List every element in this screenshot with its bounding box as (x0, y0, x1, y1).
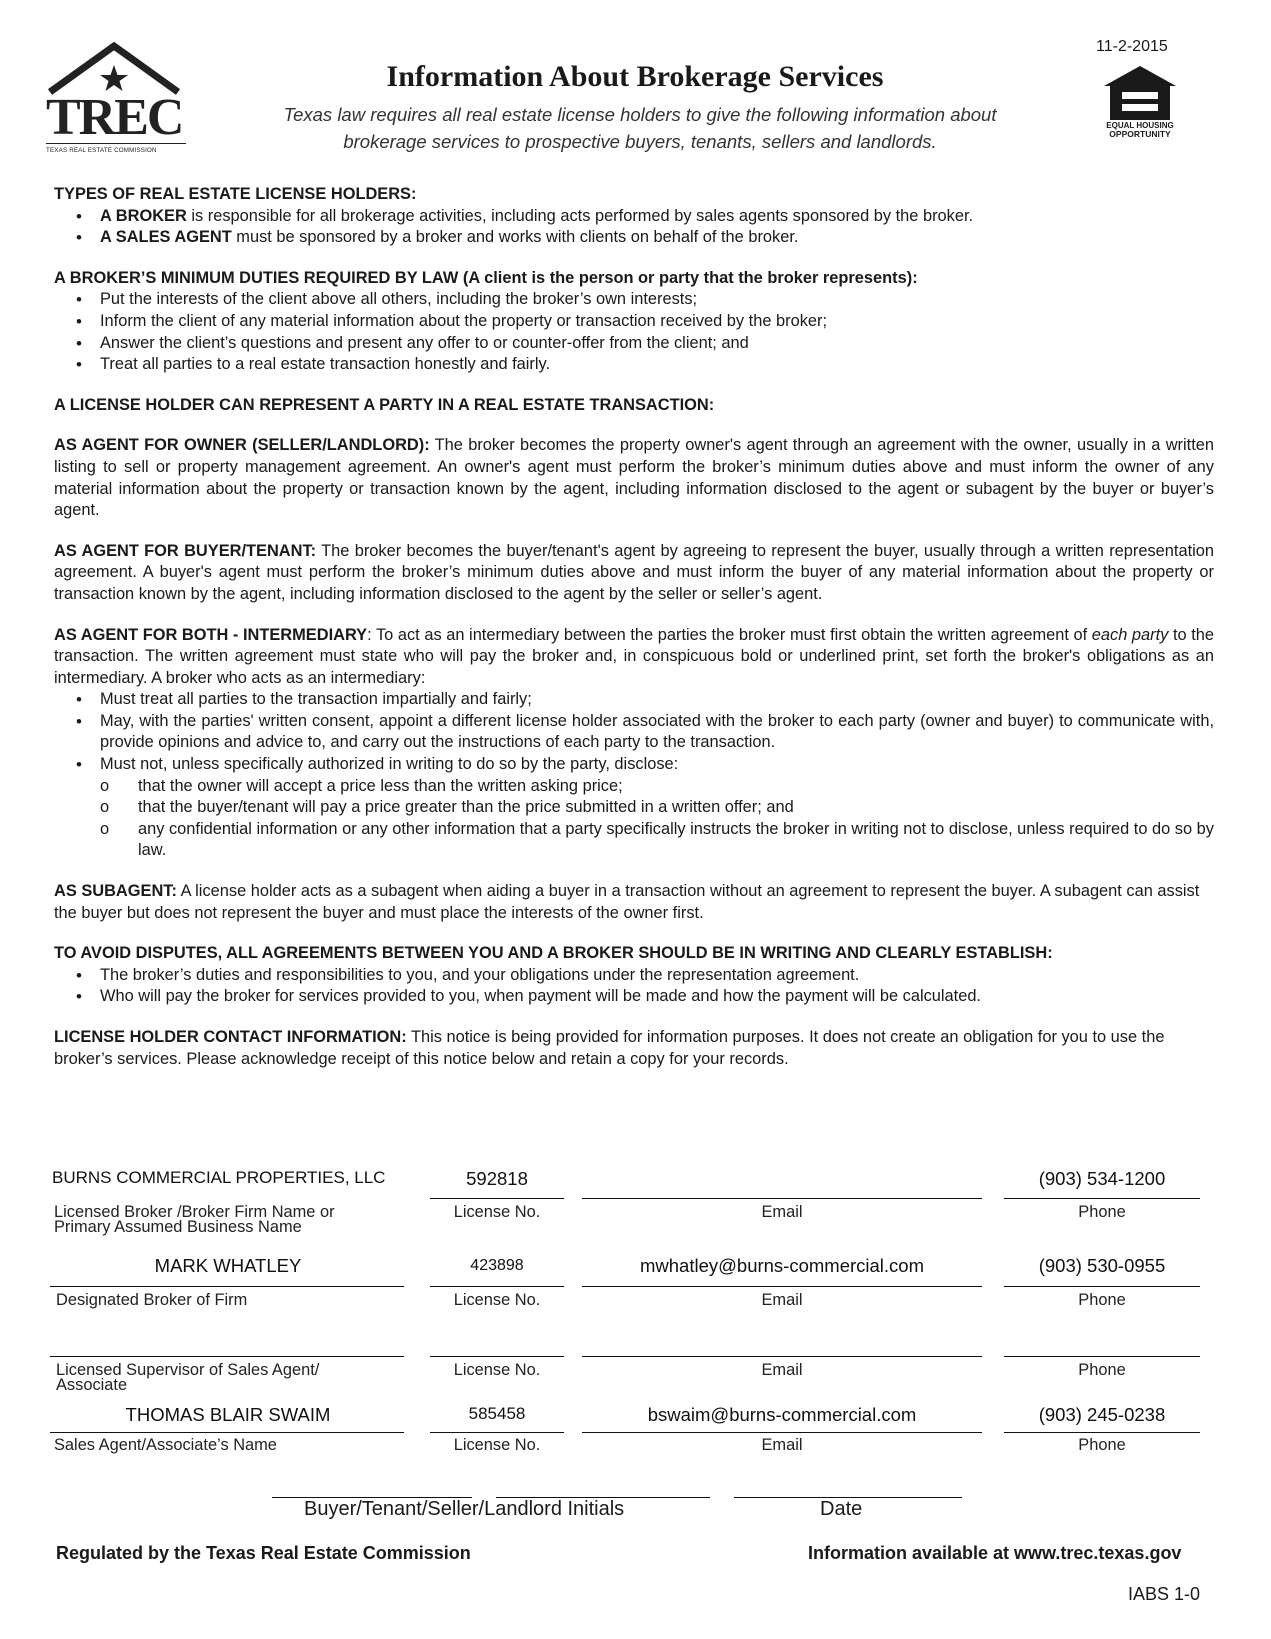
supervisor-name-label-1: Licensed Supervisor of Sales Agent/ (56, 1361, 320, 1379)
list-item: • Treat all parties to a real estate transaction honestly and fairly. (100, 354, 1214, 376)
document-body (54, 184, 1214, 1070)
associate-email-field[interactable]: bswaim@burns-commercial.com (647, 1404, 917, 1425)
disputes-list (54, 965, 1214, 1008)
firm-name-field[interactable]: BURNS COMMERCIAL PROPERTIES, LLC (52, 1168, 386, 1187)
list-item: • Who will pay the broker for services provided to you, when payment will be made and how the payment will be calculated. (100, 986, 1214, 1008)
represent-heading: A LICENSE HOLDER CAN REPRESENT A PARTY IN A REAL ESTATE TRANSACTION: (54, 395, 715, 414)
date-label: Date (820, 1498, 863, 1520)
signature-line (50, 1432, 404, 1433)
signature-line (430, 1198, 564, 1199)
email-label: Email (761, 1291, 803, 1309)
associate-name-field[interactable]: THOMAS BLAIR SWAIM (125, 1404, 331, 1425)
subtitle-line-2: brokerage services to prospective buyers, tenants, sellers and landlords. (343, 131, 937, 152)
intermediary-text-em: each party (1091, 625, 1169, 644)
owner-agent-term: AS AGENT FOR OWNER (SELLER/LANDLORD): (54, 436, 430, 455)
list-item: • The broker’s duties and responsibilities to you, and your obligations under the representation agreement. (100, 965, 1214, 987)
associate-name-label: Sales Agent/Associate’s Name (54, 1436, 277, 1454)
page-title: Information About Brokerage Services (386, 60, 884, 93)
list-item: • Inform the client of any material information about the property or transaction received by the broker; (100, 311, 1214, 333)
intermediary-text-b: to the transaction. The written agreement must state who will pay the broker and, in conspicuous bold or underlined print, set forth the broker's obligations as an intermediary. A broker who acts as an intermediary: (54, 625, 1214, 687)
signature-line (430, 1286, 564, 1287)
logo-text: TREC (46, 89, 183, 146)
phone-label: Phone (1078, 1361, 1126, 1379)
phone-label: Phone (1078, 1291, 1126, 1309)
broker-text: is responsible for all brokerage activities, including acts performed by sales agents sponsored by the broker. (186, 206, 974, 225)
buyer-agent-term: AS AGENT FOR BUYER/TENANT: (54, 541, 317, 560)
form-date: 11-2-2015 (1096, 38, 1168, 55)
license-label: License No. (453, 1436, 541, 1454)
signature-line (582, 1356, 982, 1357)
intermediary-list (54, 689, 1214, 775)
list-item: • May, with the parties' written consent, appoint a different license holder associated with the broker to each party (owner and buyer) to communicate with, provide opinions and advice to, and carry out the instructions of each party to the transaction. (100, 711, 1214, 754)
equal-housing-icon (1100, 64, 1180, 122)
buyer-agent-text: The broker becomes the buyer/tenant's agent by agreeing to represent the buyer, usually through a written representation agreement. A buyer's agent must perform the broker’s minimum duties above and must inform the buyer of any material information about the property or transaction known by the agent, including information disclosed to the agent by the seller or seller’s agent. (54, 541, 1215, 603)
license-label: License No. (453, 1361, 541, 1379)
phone-label: Phone (1078, 1203, 1126, 1221)
firm-name-label-2: Primary Assumed Business Name (54, 1218, 302, 1236)
agent-text: must be sponsored by a broker and works with clients on behalf of the broker. (231, 228, 799, 247)
signature-line (582, 1286, 982, 1287)
firm-name-label-1: Licensed Broker /Broker Firm Name or (54, 1203, 335, 1221)
signature-line (50, 1356, 404, 1357)
agent-term: A SALES AGENT (100, 228, 232, 247)
list-item: o that the buyer/tenant will pay a price greater than the price submitted in a written offer; and (138, 797, 1214, 819)
broker-term: A BROKER (100, 206, 187, 225)
list-item: • Put the interests of the client above all others, including the broker’s own interests; (100, 289, 1214, 311)
signature-line (582, 1432, 982, 1433)
list-item: • Must treat all parties to the transaction impartially and fairly; (100, 689, 1214, 711)
designated-name-field[interactable]: MARK WHATLEY (154, 1255, 302, 1276)
subagent-text: A license holder acts as a subagent when aiding a buyer in a transaction without an agreement to represent the buyer. A subagent can assist the buyer but does not represent the buyer and must place the interests of the owner first. (54, 882, 1200, 922)
footer-info-link[interactable]: Information available at www.trec.texas.gov (808, 1543, 1182, 1563)
eho-text-1: EQUAL HOUSING (1106, 121, 1174, 130)
list-item (100, 227, 1214, 249)
license-label: License No. (453, 1203, 541, 1221)
signature-line (1004, 1356, 1200, 1357)
firm-phone-field[interactable]: (903) 534-1200 (1038, 1168, 1166, 1189)
form-code: IABS 1-0 (1128, 1584, 1201, 1604)
duties-list (54, 289, 1214, 375)
contact-paragraph (54, 1027, 1214, 1070)
intermediary-sublist (54, 776, 1214, 862)
trec-logo (44, 40, 190, 158)
associate-license-field[interactable]: 585458 (468, 1404, 526, 1423)
owner-agent-text: The broker becomes the property owner's agent through an agreement with the owner, usually in a written listing to sell or property management agreement. An owner's agent must perform the broker’s minimum duties above and must inform the owner of any material information about the property or transaction known by the agent, including information disclosed to the agent or subagent by the buyer or buyer’s agent. (54, 436, 1214, 520)
owner-agent-paragraph (54, 435, 1214, 521)
signature-line (430, 1356, 564, 1357)
list-item: • Must not, unless specifically authorized in writing to do so by the party, disclose: (100, 754, 1214, 776)
equal-housing-logo (1100, 64, 1180, 144)
logo-subtext: TEXAS REAL ESTATE COMMISSION (46, 147, 157, 154)
disputes-heading: TO AVOID DISPUTES, ALL AGREEMENTS BETWEEN YOU AND A BROKER SHOULD BE IN WRITING AND CLEARLY ESTABLISH: (54, 944, 1053, 963)
types-list (54, 206, 1214, 249)
buyer-agent-paragraph (54, 541, 1214, 606)
firm-license-field[interactable]: 592818 (466, 1168, 528, 1189)
signature-line (582, 1198, 982, 1199)
subtitle-line-1: Texas law requires all real estate license holders to give the following information about (283, 104, 997, 125)
designated-license-field[interactable]: 423898 (470, 1257, 524, 1274)
signature-line (50, 1286, 404, 1287)
intermediary-term: AS AGENT FOR BOTH - INTERMEDIARY (54, 625, 368, 644)
intermediary-text-a: : To act as an intermediary between the parties the broker must first obtain the written agreement of (367, 625, 1092, 644)
page-subtitle (230, 101, 1050, 155)
subagent-term: AS SUBAGENT: (54, 882, 177, 901)
types-heading: TYPES OF REAL ESTATE LICENSE HOLDERS: (54, 185, 417, 203)
signature-line (1004, 1286, 1200, 1287)
list-item (100, 206, 1214, 228)
designated-email-field[interactable]: mwhatley@burns-commercial.com (639, 1255, 924, 1276)
list-item: o that the owner will accept a price less than the written asking price; (138, 776, 1214, 798)
license-label: License No. (453, 1291, 541, 1309)
contact-text: This notice is being provided for information purposes. It does not create an obligation for you to use the broker’s services. Please acknowledge receipt of this notice below and retain a copy for your records. (54, 1028, 1165, 1068)
signature-line (1004, 1432, 1200, 1433)
subagent-paragraph (54, 881, 1214, 924)
list-item: • Answer the client’s questions and present any offer to or counter-offer from the client; and (100, 333, 1214, 355)
email-label: Email (761, 1203, 803, 1221)
associate-phone-field[interactable]: (903) 245-0238 (1038, 1404, 1166, 1425)
signature-line (1004, 1198, 1200, 1199)
list-item: o any confidential information or any other information that a party specifically instructs the broker in writing not to disclose, unless required to do so by law. (138, 819, 1214, 862)
supervisor-name-label-2: Associate (56, 1376, 128, 1394)
contact-term: LICENSE HOLDER CONTACT INFORMATION: (54, 1028, 407, 1046)
eho-text-2: OPPORTUNITY (1109, 129, 1171, 139)
email-label: Email (761, 1436, 803, 1454)
phone-label: Phone (1078, 1436, 1126, 1454)
duties-heading: A BROKER’S MINIMUM DUTIES REQUIRED BY LAW (A client is the person or party that the broker represents): (54, 268, 918, 287)
initials-label: Buyer/Tenant/Seller/Landlord Initials (304, 1498, 625, 1520)
designated-name-label: Designated Broker of Firm (56, 1291, 248, 1309)
email-label: Email (761, 1361, 803, 1379)
logo-rule (46, 143, 186, 144)
footer-regulated: Regulated by the Texas Real Estate Commission (56, 1543, 471, 1563)
designated-phone-field[interactable]: (903) 530-0955 (1038, 1255, 1166, 1276)
signature-line (430, 1432, 564, 1433)
intermediary-paragraph (54, 625, 1214, 690)
